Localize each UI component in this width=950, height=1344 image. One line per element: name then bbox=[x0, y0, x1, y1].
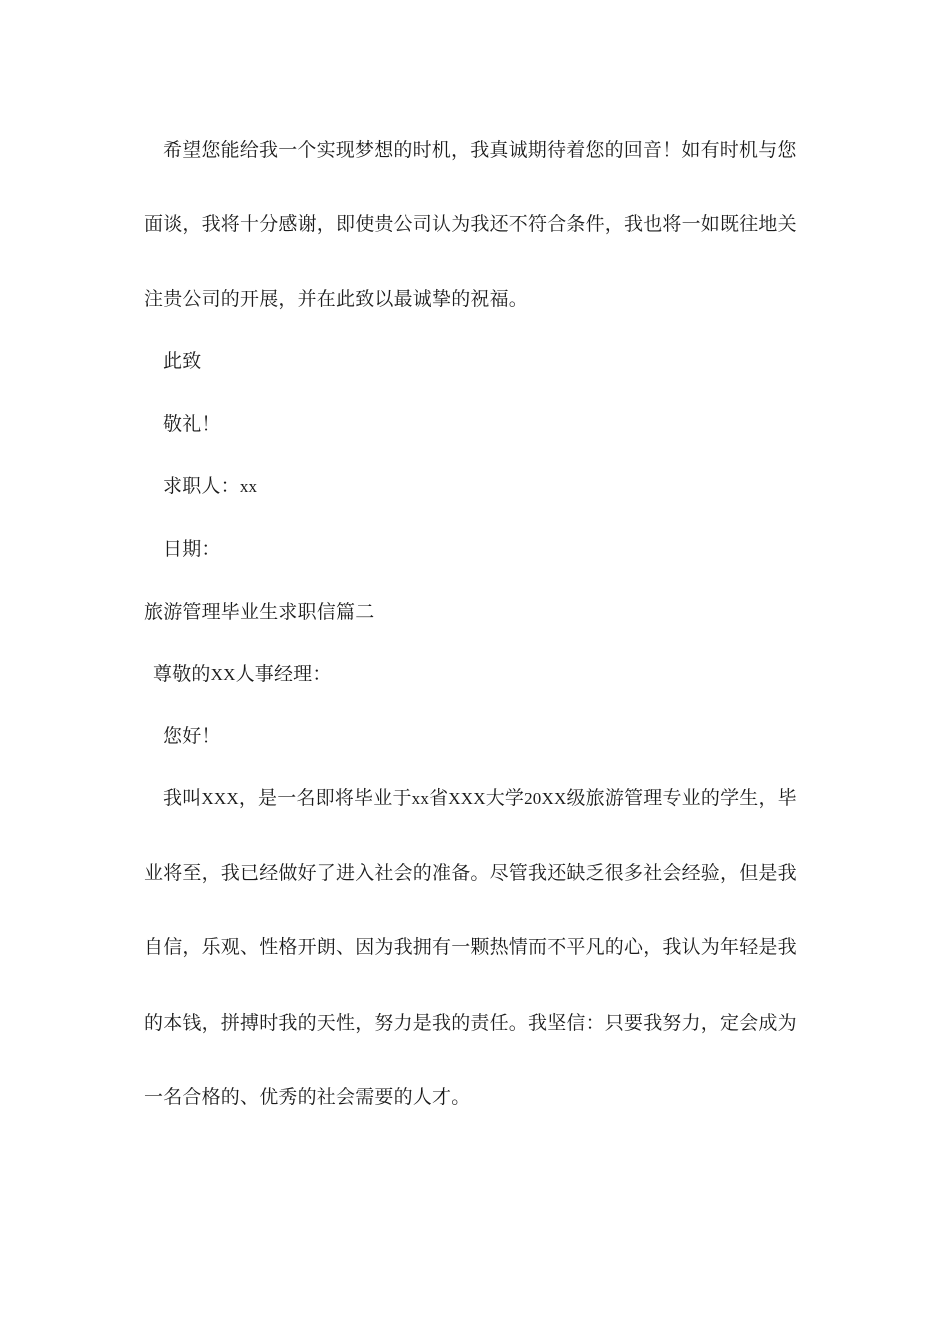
salutation-text: 尊敬的 bbox=[153, 663, 211, 685]
text-run: 级旅游管理专业的学生，毕 bbox=[566, 787, 797, 809]
paragraph-line: 自信，乐观、性格开朗、因为我拥有一颗热情而不平凡的心，我认为年轻是我 bbox=[144, 936, 797, 958]
applicant-line bbox=[163, 474, 257, 499]
paragraph-line bbox=[163, 786, 797, 811]
greeting: 您好！ bbox=[163, 725, 221, 747]
text-run: ，是一名即将毕业于 bbox=[238, 787, 412, 809]
applicant-label: 求职人： bbox=[163, 475, 240, 497]
text-run: xx bbox=[411, 789, 430, 808]
closing-line: 此致 bbox=[163, 350, 202, 372]
text-run: XXX bbox=[201, 789, 239, 808]
section-title: 旅游管理毕业生求职信篇二 bbox=[144, 601, 375, 623]
salutation-text: 人事经理： bbox=[235, 663, 332, 685]
text-run: 大学 bbox=[485, 787, 525, 809]
applicant-value: xx bbox=[239, 477, 258, 496]
salutation-company: XX bbox=[210, 665, 236, 684]
paragraph-line: 希望您能给我一个实现梦想的时机，我真诚期待着您的回音！如有时机与您 bbox=[163, 139, 797, 161]
paragraph-line: 面谈，我将十分感谢，即使贵公司认为我还不符合条件，我也将一如既往地关 bbox=[144, 213, 797, 235]
text-run: 我叫 bbox=[163, 787, 202, 809]
paragraph-line: 注贵公司的开展，并在此致以最诚挚的祝福。 bbox=[144, 288, 529, 310]
text-run: 20XX bbox=[524, 789, 567, 808]
text-run: XXX bbox=[448, 789, 486, 808]
paragraph-line: 的本钱，拼搏时我的天性，努力是我的责任。我坚信：只要我努力，定会成为 bbox=[144, 1012, 797, 1034]
text-run: 省 bbox=[429, 787, 449, 809]
salutation bbox=[153, 662, 332, 687]
date-label: 日期： bbox=[163, 538, 221, 560]
paragraph-line: 业将至，我已经做好了进入社会的准备。尽管我还缺乏很多社会经验，但是我 bbox=[144, 862, 797, 884]
paragraph-line: 一名合格的、优秀的社会需要的人才。 bbox=[144, 1086, 471, 1108]
closing-line: 敬礼！ bbox=[163, 413, 221, 435]
